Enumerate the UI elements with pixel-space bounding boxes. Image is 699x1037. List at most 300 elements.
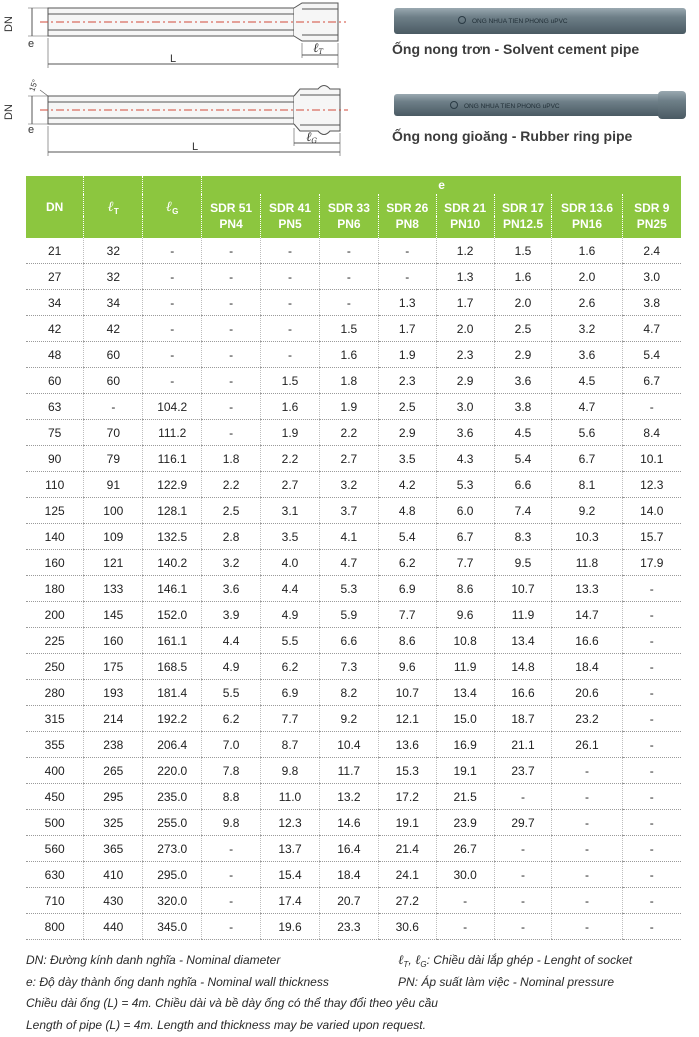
header-e-group: e — [202, 176, 681, 194]
header-sdr-1: SDR 41 — [261, 194, 320, 216]
table-cell: 4.9 — [261, 602, 320, 628]
table-cell: - — [622, 836, 681, 862]
table-row — [26, 394, 681, 420]
table-cell: 2.5 — [378, 394, 436, 420]
table-cell: 180 — [26, 576, 84, 602]
table-cell: 5.5 — [261, 628, 320, 654]
table-row — [26, 342, 681, 368]
table-cell: 2.9 — [378, 420, 436, 446]
table-cell: 63 — [26, 394, 84, 420]
table-cell: 6.6 — [494, 472, 552, 498]
table-cell: 2.0 — [494, 290, 552, 316]
table-row — [26, 888, 681, 914]
table-cell: - — [622, 394, 681, 420]
table-cell: 7.7 — [261, 706, 320, 732]
table-cell: 4.7 — [319, 550, 378, 576]
header-dn: DN — [26, 176, 84, 238]
table-cell: 17.9 — [622, 550, 681, 576]
table-cell: 265 — [84, 758, 143, 784]
table-row — [26, 446, 681, 472]
table-cell: 70 — [84, 420, 143, 446]
table-cell: - — [261, 342, 320, 368]
table-cell: 2.2 — [261, 446, 320, 472]
table-cell: 1.8 — [202, 446, 261, 472]
table-cell: 2.6 — [552, 290, 622, 316]
header-pn-7: PN25 — [622, 216, 681, 238]
table-cell: 8.3 — [494, 524, 552, 550]
table-row — [26, 836, 681, 862]
table-cell: - — [202, 914, 261, 940]
table-cell: 3.2 — [319, 472, 378, 498]
table-cell: 3.6 — [494, 368, 552, 394]
table-cell: 152.0 — [143, 602, 202, 628]
table-cell: 2.8 — [202, 524, 261, 550]
table-cell: 200 — [26, 602, 84, 628]
table-cell: 10.7 — [494, 576, 552, 602]
table-cell: - — [261, 290, 320, 316]
table-cell: 1.6 — [494, 264, 552, 290]
table-row — [26, 680, 681, 706]
table-cell: 4.4 — [261, 576, 320, 602]
header-pn-0: PN4 — [202, 216, 261, 238]
pipe-print-2: ONG NHUA TIEN PHONG uPVC — [464, 103, 560, 110]
table-cell: - — [84, 394, 143, 420]
length-label-2: L — [192, 141, 199, 153]
table-cell: - — [494, 914, 552, 940]
table-cell: 12.3 — [622, 472, 681, 498]
table-cell: 18.7 — [494, 706, 552, 732]
table-cell: 3.7 — [319, 498, 378, 524]
table-cell: 8.1 — [552, 472, 622, 498]
table-cell: 440 — [84, 914, 143, 940]
table-cell: 4.3 — [436, 446, 494, 472]
table-cell: 5.3 — [319, 576, 378, 602]
table-cell: 7.4 — [494, 498, 552, 524]
table-cell: 5.9 — [319, 602, 378, 628]
table-cell: 2.3 — [378, 368, 436, 394]
table-cell: 20.6 — [552, 680, 622, 706]
table-cell: 320.0 — [143, 888, 202, 914]
table-cell: 132.5 — [143, 524, 202, 550]
table-cell: 133 — [84, 576, 143, 602]
rubber-ring-pipe-photo — [392, 90, 688, 120]
table-cell: 3.8 — [622, 290, 681, 316]
table-cell: 175 — [84, 654, 143, 680]
table-cell: - — [319, 290, 378, 316]
table-cell: 4.5 — [494, 420, 552, 446]
table-cell: - — [622, 680, 681, 706]
header-sdr-3: SDR 26 — [378, 194, 436, 216]
table-cell: - — [552, 758, 622, 784]
table-cell: 18.4 — [319, 862, 378, 888]
table-cell: - — [202, 264, 261, 290]
table-cell: 21.1 — [494, 732, 552, 758]
table-row — [26, 914, 681, 940]
table-cell: 4.5 — [552, 368, 622, 394]
note-length-en: Length of pipe (L) = 4m. Length and thickness may be varied upon request. — [26, 1017, 426, 1032]
header-pn-4: PN10 — [436, 216, 494, 238]
table-cell: - — [143, 342, 202, 368]
table-cell: - — [622, 576, 681, 602]
table-cell: 11.9 — [436, 654, 494, 680]
table-cell: 27 — [26, 264, 84, 290]
table-cell: 255.0 — [143, 810, 202, 836]
table-cell: 6.2 — [202, 706, 261, 732]
table-cell: 3.5 — [378, 446, 436, 472]
table-cell: - — [261, 264, 320, 290]
footnotes — [26, 950, 686, 1036]
note-pn: PN: Áp suất làm việc - Nominal pressure — [398, 974, 615, 989]
table-cell: 2.0 — [552, 264, 622, 290]
table-cell: 32 — [84, 264, 143, 290]
table-row — [26, 290, 681, 316]
table-cell: 1.5 — [319, 316, 378, 342]
table-cell: 128.1 — [143, 498, 202, 524]
table-cell: 6.7 — [622, 368, 681, 394]
table-cell: 325 — [84, 810, 143, 836]
table-cell: 800 — [26, 914, 84, 940]
table-cell: 7.0 — [202, 732, 261, 758]
table-cell: 16.6 — [552, 628, 622, 654]
table-cell: - — [143, 238, 202, 264]
header-sdr-7: SDR 9 — [622, 194, 681, 216]
table-cell: 1.2 — [436, 238, 494, 264]
table-cell: 23.2 — [552, 706, 622, 732]
table-cell: 3.0 — [436, 394, 494, 420]
header-sdr-0: SDR 51 — [202, 194, 261, 216]
table-cell: 60 — [26, 368, 84, 394]
note-e: e: Độ dày thành ống danh nghĩa - Nominal wall thickness — [26, 974, 329, 989]
table-cell: - — [261, 316, 320, 342]
table-cell: 18.4 — [552, 654, 622, 680]
table-cell: - — [494, 862, 552, 888]
table-cell: 160 — [26, 550, 84, 576]
table-cell: - — [319, 264, 378, 290]
table-cell: 11.7 — [319, 758, 378, 784]
table-cell: 214 — [84, 706, 143, 732]
table-cell: 2.7 — [319, 446, 378, 472]
table-cell: - — [622, 654, 681, 680]
table-cell: 6.9 — [378, 576, 436, 602]
table-cell: - — [552, 810, 622, 836]
socket-length-t-label: ℓT — [313, 41, 324, 56]
table-cell: 146.1 — [143, 576, 202, 602]
table-row — [26, 732, 681, 758]
table-row — [26, 784, 681, 810]
table-cell: 16.9 — [436, 732, 494, 758]
table-cell: 430 — [84, 888, 143, 914]
table-cell: 1.9 — [319, 394, 378, 420]
header-pn-6: PN16 — [552, 216, 622, 238]
table-row — [26, 654, 681, 680]
table-cell: - — [622, 732, 681, 758]
table-body — [26, 238, 681, 940]
table-cell: 6.2 — [378, 550, 436, 576]
header-pn-5: PN12.5 — [494, 216, 552, 238]
dn-label-2: DN — [3, 104, 15, 120]
header-sdr-6: SDR 13.6 — [552, 194, 622, 216]
table-cell: 15.0 — [436, 706, 494, 732]
table-cell: 6.7 — [436, 524, 494, 550]
table-cell: 5.4 — [494, 446, 552, 472]
table-cell: - — [622, 758, 681, 784]
table-cell: 5.3 — [436, 472, 494, 498]
table-cell: 8.6 — [436, 576, 494, 602]
table-cell: 13.6 — [378, 732, 436, 758]
note-length-vi: Chiều dài ống (L) = 4m. Chiều dài và bề dày ống có thể thay đổi theo yêu cầu — [26, 996, 438, 1010]
table-cell: 27.2 — [378, 888, 436, 914]
table-cell: 365 — [84, 836, 143, 862]
table-cell: - — [436, 888, 494, 914]
header-sdr-5: SDR 17 — [494, 194, 552, 216]
header-pn-3: PN8 — [378, 216, 436, 238]
table-row — [26, 550, 681, 576]
table-cell: 23.3 — [319, 914, 378, 940]
table-row — [26, 498, 681, 524]
table-cell: 32 — [84, 238, 143, 264]
table-cell: 3.5 — [261, 524, 320, 550]
table-cell: 6.9 — [261, 680, 320, 706]
table-cell: 11.0 — [261, 784, 320, 810]
table-cell: 14.7 — [552, 602, 622, 628]
pipe-print-1: ONG NHUA TIEN PHONG uPVC — [472, 18, 568, 25]
table-cell: 14.0 — [622, 498, 681, 524]
table-cell: 192.2 — [143, 706, 202, 732]
table-cell: - — [202, 394, 261, 420]
table-cell: 1.3 — [378, 290, 436, 316]
table-cell: - — [552, 888, 622, 914]
table-cell: 14.6 — [319, 810, 378, 836]
table-cell: 4.0 — [261, 550, 320, 576]
angle-label: 15° — [27, 78, 41, 93]
table-cell: 121 — [84, 550, 143, 576]
table-cell: - — [202, 888, 261, 914]
table-cell: 235.0 — [143, 784, 202, 810]
table-cell: 4.1 — [319, 524, 378, 550]
table-cell: 9.8 — [202, 810, 261, 836]
table-cell: 42 — [84, 316, 143, 342]
table-cell: 17.4 — [261, 888, 320, 914]
table-cell: 90 — [26, 446, 84, 472]
table-cell: 3.6 — [202, 576, 261, 602]
table-cell: 19.1 — [378, 810, 436, 836]
table-cell: 140.2 — [143, 550, 202, 576]
table-cell: 8.4 — [622, 420, 681, 446]
table-cell: 450 — [26, 784, 84, 810]
table-cell: 14.8 — [494, 654, 552, 680]
table-cell: 2.9 — [436, 368, 494, 394]
table-row — [26, 472, 681, 498]
table-cell: 1.5 — [261, 368, 320, 394]
table-cell: 17.2 — [378, 784, 436, 810]
table-cell: 238 — [84, 732, 143, 758]
header-lt: ℓ$_T$ — [84, 176, 143, 238]
note-socket: ℓ$_T$, ℓ$_G$: Chiều dài lắp ghép - Lenght of socket — [398, 953, 633, 969]
table-cell: 13.4 — [494, 628, 552, 654]
table-cell: 20.7 — [319, 888, 378, 914]
table-cell: - — [494, 784, 552, 810]
e-label-2: e — [28, 124, 35, 136]
table-cell: 4.8 — [378, 498, 436, 524]
table-cell: - — [622, 862, 681, 888]
table-cell: 125 — [26, 498, 84, 524]
table-cell: - — [143, 290, 202, 316]
table-cell: 75 — [26, 420, 84, 446]
table-cell: 168.5 — [143, 654, 202, 680]
table-cell: 122.9 — [143, 472, 202, 498]
table-cell: 6.2 — [261, 654, 320, 680]
table-cell: 355 — [26, 732, 84, 758]
table-cell: 295 — [84, 784, 143, 810]
table-cell: 193 — [84, 680, 143, 706]
dn-label: DN — [3, 16, 15, 32]
table-row — [26, 576, 681, 602]
table-cell: 79 — [84, 446, 143, 472]
table-cell: 7.8 — [202, 758, 261, 784]
table-cell: 9.8 — [261, 758, 320, 784]
table-cell: - — [143, 368, 202, 394]
table-cell: 10.7 — [378, 680, 436, 706]
length-label: L — [170, 53, 177, 65]
table-cell: 6.6 — [319, 628, 378, 654]
table-cell: 23.9 — [436, 810, 494, 836]
table-cell: 91 — [84, 472, 143, 498]
table-cell: 19.1 — [436, 758, 494, 784]
table-cell: 710 — [26, 888, 84, 914]
table-cell: 3.0 — [622, 264, 681, 290]
table-cell: 23.7 — [494, 758, 552, 784]
table-cell: 13.3 — [552, 576, 622, 602]
table-cell: 3.2 — [202, 550, 261, 576]
table-cell: - — [202, 342, 261, 368]
table-cell: 34 — [84, 290, 143, 316]
table-cell: 10.1 — [622, 446, 681, 472]
table-cell: - — [202, 238, 261, 264]
table-cell: 1.9 — [261, 420, 320, 446]
table-cell: 13.7 — [261, 836, 320, 862]
table-row — [26, 810, 681, 836]
table-cell: - — [622, 810, 681, 836]
table-cell: - — [202, 290, 261, 316]
table-cell: 206.4 — [143, 732, 202, 758]
table-cell: 24.1 — [378, 862, 436, 888]
table-cell: - — [202, 836, 261, 862]
table-cell: 21 — [26, 238, 84, 264]
table-cell: 220.0 — [143, 758, 202, 784]
header-lg: ℓ$_G$ — [143, 176, 202, 238]
table-cell: - — [552, 862, 622, 888]
table-cell: 13.2 — [319, 784, 378, 810]
table-cell: 30.0 — [436, 862, 494, 888]
table-cell: 8.6 — [378, 628, 436, 654]
table-cell: 6.0 — [436, 498, 494, 524]
table-row — [26, 602, 681, 628]
table-cell: - — [202, 862, 261, 888]
e-label: e — [28, 38, 35, 50]
table-cell: - — [622, 602, 681, 628]
table-cell: 10.3 — [552, 524, 622, 550]
table-cell: 12.1 — [378, 706, 436, 732]
table-cell: 109 — [84, 524, 143, 550]
table-cell: 16.6 — [494, 680, 552, 706]
table-header — [26, 176, 681, 238]
table-cell: 8.7 — [261, 732, 320, 758]
table-cell: 19.6 — [261, 914, 320, 940]
table-cell: 1.6 — [319, 342, 378, 368]
table-cell: 273.0 — [143, 836, 202, 862]
table-cell: 4.7 — [552, 394, 622, 420]
table-row — [26, 758, 681, 784]
table-cell: 295.0 — [143, 862, 202, 888]
rubber-ring-pipe-caption: Ống nong gioăng - Rubber ring pipe — [392, 128, 633, 144]
table-cell: 2.2 — [319, 420, 378, 446]
table-cell: 280 — [26, 680, 84, 706]
table-cell: 3.1 — [261, 498, 320, 524]
table-cell: 2.3 — [436, 342, 494, 368]
table-cell: 500 — [26, 810, 84, 836]
table-cell: 2.7 — [261, 472, 320, 498]
table-cell: 181.4 — [143, 680, 202, 706]
pipe-spec-table — [26, 176, 681, 940]
table-cell: 42 — [26, 316, 84, 342]
table-cell: 345.0 — [143, 914, 202, 940]
rubber-ring-pipe-drawing — [28, 86, 348, 157]
table-cell: 12.3 — [261, 810, 320, 836]
table-cell: 3.6 — [436, 420, 494, 446]
table-cell: - — [202, 316, 261, 342]
table-cell: 1.3 — [436, 264, 494, 290]
table-cell: 2.4 — [622, 238, 681, 264]
table-cell: 400 — [26, 758, 84, 784]
table-cell: 1.8 — [319, 368, 378, 394]
table-cell: - — [552, 836, 622, 862]
table-cell: 3.9 — [202, 602, 261, 628]
table-row — [26, 420, 681, 446]
table-cell: 410 — [84, 862, 143, 888]
table-cell: 5.4 — [622, 342, 681, 368]
table-cell: 1.9 — [378, 342, 436, 368]
table-cell: 26.1 — [552, 732, 622, 758]
table-cell: 26.7 — [436, 836, 494, 862]
header-sdr-4: SDR 21 — [436, 194, 494, 216]
table-cell: 161.1 — [143, 628, 202, 654]
table-cell: 9.6 — [378, 654, 436, 680]
table-row — [26, 368, 681, 394]
pipe-drawings — [0, 0, 360, 160]
table-cell: - — [143, 264, 202, 290]
table-cell: 60 — [84, 342, 143, 368]
table-cell: 9.2 — [552, 498, 622, 524]
solvent-pipe-photo — [392, 6, 688, 36]
table-cell: 225 — [26, 628, 84, 654]
table-cell: 140 — [26, 524, 84, 550]
table-cell: 1.6 — [261, 394, 320, 420]
table-cell: - — [378, 264, 436, 290]
table-row — [26, 316, 681, 342]
table-cell: 13.4 — [436, 680, 494, 706]
table-cell: 11.8 — [552, 550, 622, 576]
header-pn-2: PN6 — [319, 216, 378, 238]
table-cell: 6.7 — [552, 446, 622, 472]
table-cell: 7.7 — [378, 602, 436, 628]
table-cell: 1.6 — [552, 238, 622, 264]
table-cell: - — [622, 706, 681, 732]
solvent-pipe-drawing — [28, 3, 346, 68]
table-cell: 3.6 — [552, 342, 622, 368]
table-cell: 15.4 — [261, 862, 320, 888]
table-cell: 160 — [84, 628, 143, 654]
table-cell: - — [552, 784, 622, 810]
